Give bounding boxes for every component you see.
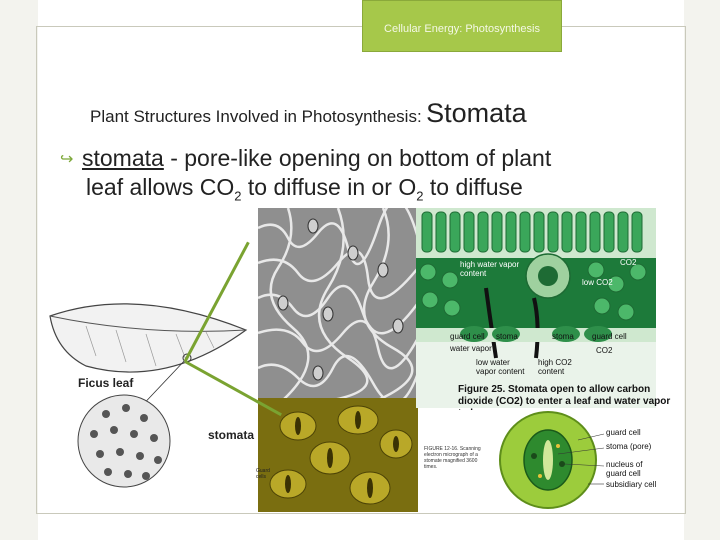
figure-25-caption: Figure 25. Stomata open to allow carbon dioxide (CO2) to enter a leaf and water vapor <box>458 384 671 407</box>
sem-texture <box>258 398 418 512</box>
slide-title <box>90 98 670 129</box>
co2-subscript: 2 <box>234 188 242 204</box>
label-stoma-left: stoma <box>496 332 518 341</box>
left-stripe <box>0 0 38 540</box>
label-guard-cell-left: guard cell <box>450 332 485 341</box>
ficus-leaf-label: Ficus leaf <box>78 376 134 390</box>
label-guard-cell: guard cell <box>606 428 641 437</box>
label-high-co2: high CO2 content <box>538 358 572 376</box>
bullet-term: stomata <box>82 145 164 171</box>
micrograph-figure-caption: FIGURE 12-16. Scanning electron micrograph of a stomate magnified 3600 times. <box>424 446 481 470</box>
stomata-micrograph <box>258 208 418 400</box>
label-low-water: low water vapor content <box>476 358 525 376</box>
o2-subscript: 2 <box>416 188 424 204</box>
right-stripe <box>684 0 720 540</box>
label-low-co2: low CO2 <box>582 278 613 287</box>
label-co2-bottom: CO2 <box>596 346 613 355</box>
header-subtitle: Cellular Energy: Photosynthesis <box>384 23 540 35</box>
leaf-cross-section <box>416 208 656 408</box>
ficus-leaf-drawing <box>46 296 256 492</box>
sem-stomata-image <box>258 398 418 512</box>
bullet-line-2 <box>86 174 523 204</box>
label-water-vapor: water vapor <box>450 344 492 353</box>
micrograph-texture <box>258 208 418 400</box>
figure-25-diagram <box>416 208 656 408</box>
bullet-line-1 <box>60 142 680 176</box>
bullet-text-1: - pore-like opening on bottom of plant <box>170 145 552 171</box>
bullet-text-2c: to diffuse <box>429 174 523 200</box>
wifi-bullet-icon: ↪ <box>60 151 74 168</box>
bullet-text-2b: to diffuse in or O <box>247 174 417 200</box>
label-guard-cell-right: guard cell <box>592 332 627 341</box>
label-stoma-pore: stoma (pore) <box>606 442 652 451</box>
title-emphasis: Stomata <box>426 98 527 128</box>
label-stoma-right: stoma <box>552 332 574 341</box>
sem-guard-cells-label: Guard cells <box>256 468 270 480</box>
label-subsidiary: subsidiary cell <box>606 480 657 489</box>
bullet-text-2a: leaf allows CO <box>86 174 235 200</box>
label-high-water: high water vapor content <box>460 260 520 278</box>
ficus-leaf-image <box>46 296 256 492</box>
stomata-label: stomata <box>208 428 255 442</box>
title-prefix: Plant Structures Involved in Photosynthesis: <box>90 107 422 126</box>
label-co2-top: CO2 <box>620 258 637 267</box>
label-nucleus: nucleus of guard cell <box>606 460 643 478</box>
header-tab <box>362 0 562 52</box>
